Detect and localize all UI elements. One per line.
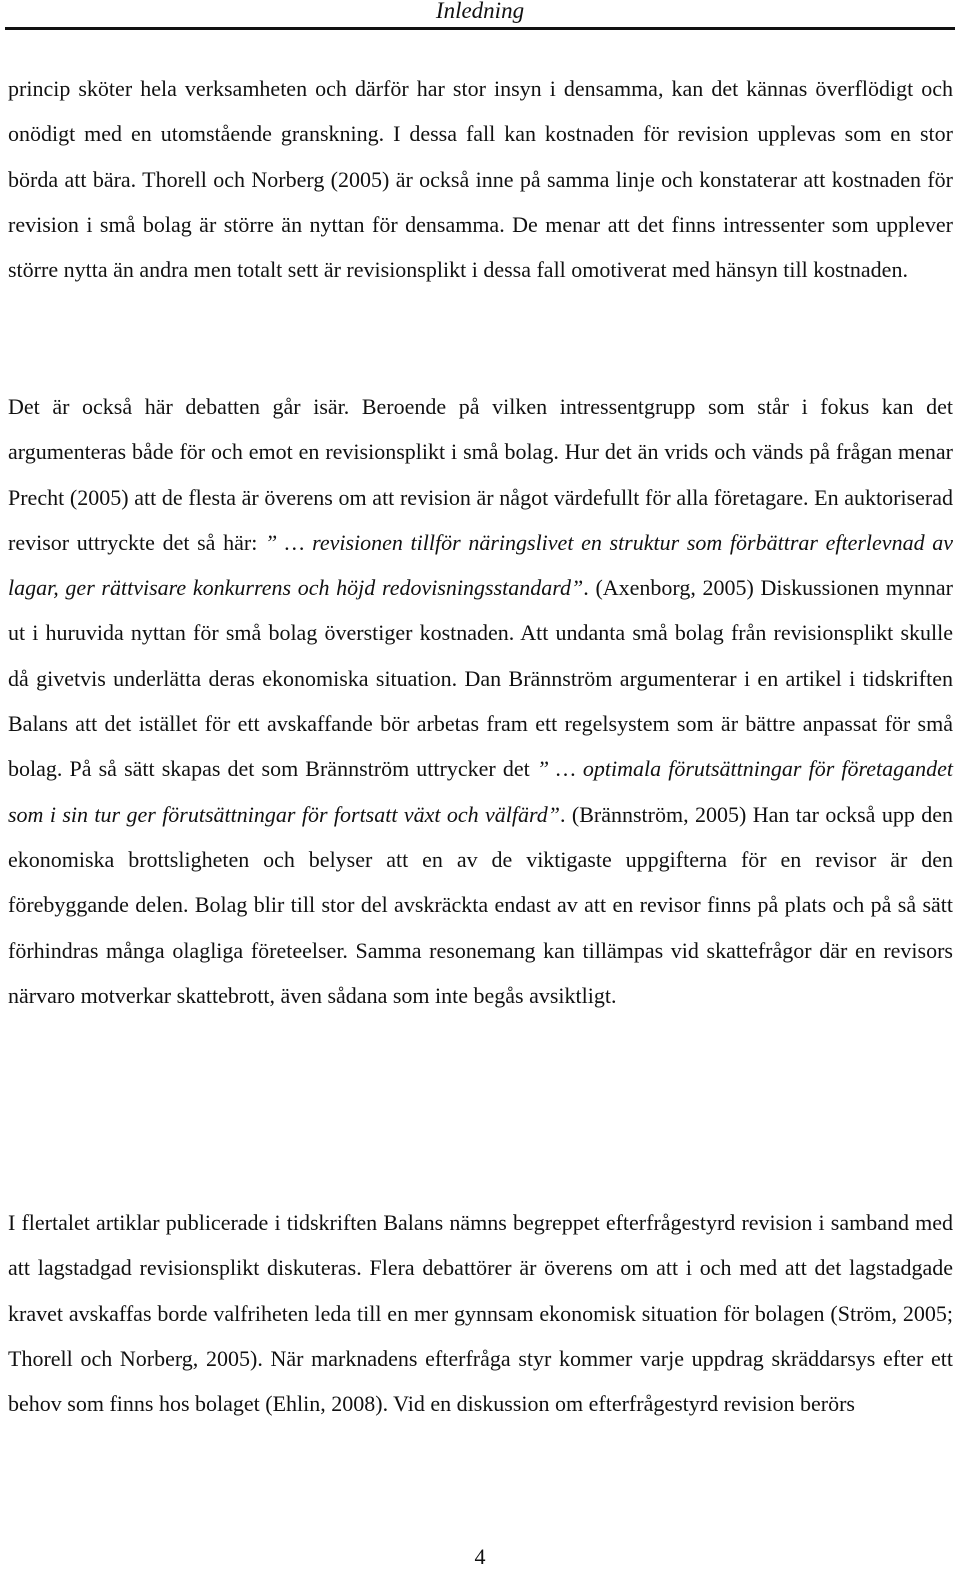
- page-number: 4: [474, 1544, 486, 1569]
- paragraph-2-text-b: . (Axenborg, 2005) Diskussionen mynnar ut i huruvida nyttan för små bolag överstiger kostnaden. Att undanta små bolag från revisionsplikt skulle då givetvis underlätta deras ekonomiska situation. Dan Brännström argumenterar i en artikel i tidskriften Balans att det istället för ett avskaffande bör arbetas fram ett regelsystem som är bättre anpassat för små bolag. På så sätt skapas det som Brännström uttrycker det: [8, 575, 953, 782]
- body-paragraph-2: [8, 384, 953, 1018]
- paragraph-2-text-c: . (Brännström, 2005) Han tar också upp den ekonomiska brottsligheten och belyser att en av de viktigaste uppgifterna för en revisor är den förebyggande delen. Bolag blir till stor del avskräckta endast av att en revisor finns på plats och på så sätt förhindras många olagliga företeelser. Samma resonemang kan tillämpas vid skattefrågor där en revisors närvaro motverkar skattebrott, även sådana som inte begås avsiktligt.: [8, 801, 953, 1008]
- running-header-title: Inledning: [435, 0, 525, 23]
- body-paragraph-1: princip sköter hela verksamheten och därför har stor insyn i densamma, kan det kännas överflödigt och onödigt med en utomstående granskning. I dessa fall kan kostnaden för revision upplevas som en stor börda att bära. Thorell och Norberg (2005) är också inne på samma linje och konstaterar att kostnaden för revision i små bolag är större än nyttan för densamma. De menar att det finns intressenter som upplever större nytta än andra men totalt sett är revisionsplikt i dessa fall omotiverat med hänsyn till kostnaden.: [8, 76, 953, 283]
- quote-axenborg: ” … revisionen tillför näringslivet en struktur som förbättrar efterlevnad av lagar, ger rättvisare konkurrens och höjd redovisningsstandard”: [8, 529, 953, 601]
- quote-brannstrom: ” … optimala förutsättningar för företagandet som i sin tur ger förutsättningar för fortsatt växt och välfärd”: [8, 756, 953, 827]
- body-paragraph-3: I flertalet artiklar publicerade i tidskriften Balans nämns begreppet efterfrågestyrd revision i samband med att lagstadgad revisionsplikt diskuteras. Flera debattörer är överens om att i och med att det lagstadgade kravet avskaffas borde valfriheten leda till en mer gynnsam ekonomisk situation för bolagen (Ström, 2005; Thorell och Norberg, 2005). När marknadens efterfråga styr kommer varje uppdrag skräddarsys efter ett behov som finns hos bolaget (Ehlin, 2008). Vid en diskussion om efterfrågestyrd revision berörs: [8, 1210, 953, 1417]
- paragraph-2-text-a: Det är också här debatten går isär. Beroende på vilken intressentgrupp som står i fokus kan det argumenteras både för och emot en revisionsplikt i små bolag. Hur det än vrids och vänds på frågan menar Precht (2005) att de flesta är överens om att revision är något värdefullt för alla företagare. En auktoriserad revisor uttryckte det så här:: [8, 394, 953, 555]
- header-divider: [5, 27, 955, 30]
